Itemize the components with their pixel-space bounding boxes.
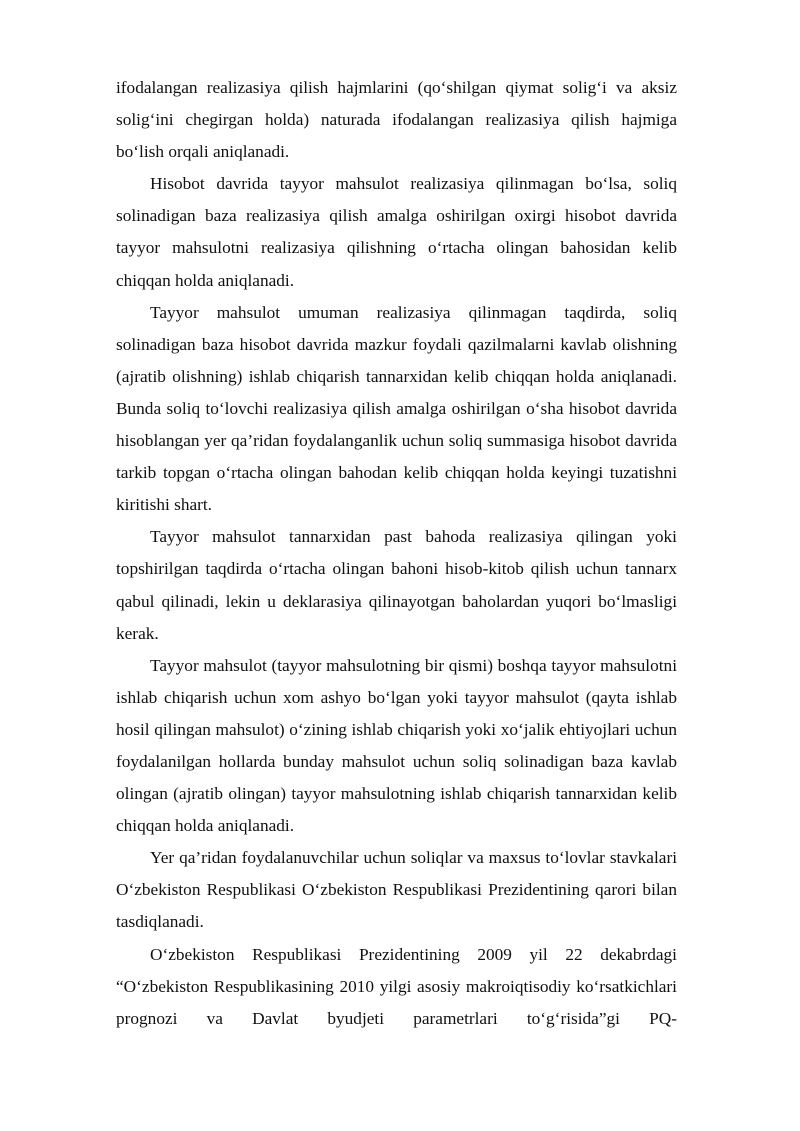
- paragraph-3: Tayyor mahsulot umuman realizasiya qilinmagan taqdirda, soliq solinadigan baza hisobot davrida mazkur foydali qazilmalarni kavlab olishning (ajratib olishning) ishlab chiqarish tannarxidan kelib chiqqan holda aniqlanadi. Bunda soliq to‘lovchi realizasiya qilish amalga oshirilgan o‘sha hisobot davrida hisoblangan yer qa’ridan foydalanganlik uchun soliq summasiga hisobot davrida tarkib topgan o‘rtacha olingan bahodan kelib chiqqan holda keyingi tuzatishni kiritishi shart.: [116, 302, 677, 515]
- paragraph-6: Yer qa’ridan foydalanuvchilar uchun soliqlar va maxsus to‘lovlar stavkalari O‘zbekiston Respublikasi O‘zbekiston Respublikasi Prezidentining qarori bilan tasdiqlanadi.: [116, 848, 677, 932]
- paragraph-4: Tayyor mahsulot tannarxidan past bahoda realizasiya qilingan yoki topshirilgan taqdirda o‘rtacha olingan bahoni hisob-kitob qilish uchun tannarx qabul qilinadi, lekin u deklarasiya qilinayotgan baholardan yuqori bo‘lmasligi kerak.: [116, 527, 677, 643]
- paragraph-7: O‘zbekiston Respublikasi Prezidentining 2009 yil 22 dekabrdagi “O‘zbekiston Respublikasining 2010 yilgi asosiy makroiqtisodiy ko‘rsatkichlari prognozi va Davlat byudjeti parametrlari to‘g‘risida”gi PQ-: [116, 944, 677, 1028]
- paragraph-5: Tayyor mahsulot (tayyor mahsulotning bir qismi) boshqa tayyor mahsulotni ishlab chiqarish uchun xom ashyo bo‘lgan yoki tayyor mahsulot (qayta ishlab hosil qilingan mahsulot) o‘zining ishlab chiqarish yoki xo‘jalik ehtiyojlari uchun foydalanilgan hollarda bunday mahsulot uchun soliq solinadigan baza kavlab olingan (ajratib olingan) tayyor mahsulotning ishlab chiqarish tannarxidan kelib chiqqan holda aniqlanadi.: [116, 655, 677, 836]
- paragraph-1: ifodalangan realizasiya qilish hajmlarini (qo‘shilgan qiymat solig‘i va aksiz solig‘ini chegirgan holda) naturada ifodalangan realizasiya qilish hajmiga bo‘lish orqali aniqlanadi.: [116, 78, 677, 162]
- paragraph-2: Hisobot davrida tayyor mahsulot realizasiya qilinmagan bo‘lsa, soliq solinadigan baza realizasiya qilish amalga oshirilgan oxirgi hisobot davrida tayyor mahsulotni realizasiya qilishning o‘rtacha olingan bahosidan kelib chiqqan holda aniqlanadi.: [116, 174, 677, 290]
